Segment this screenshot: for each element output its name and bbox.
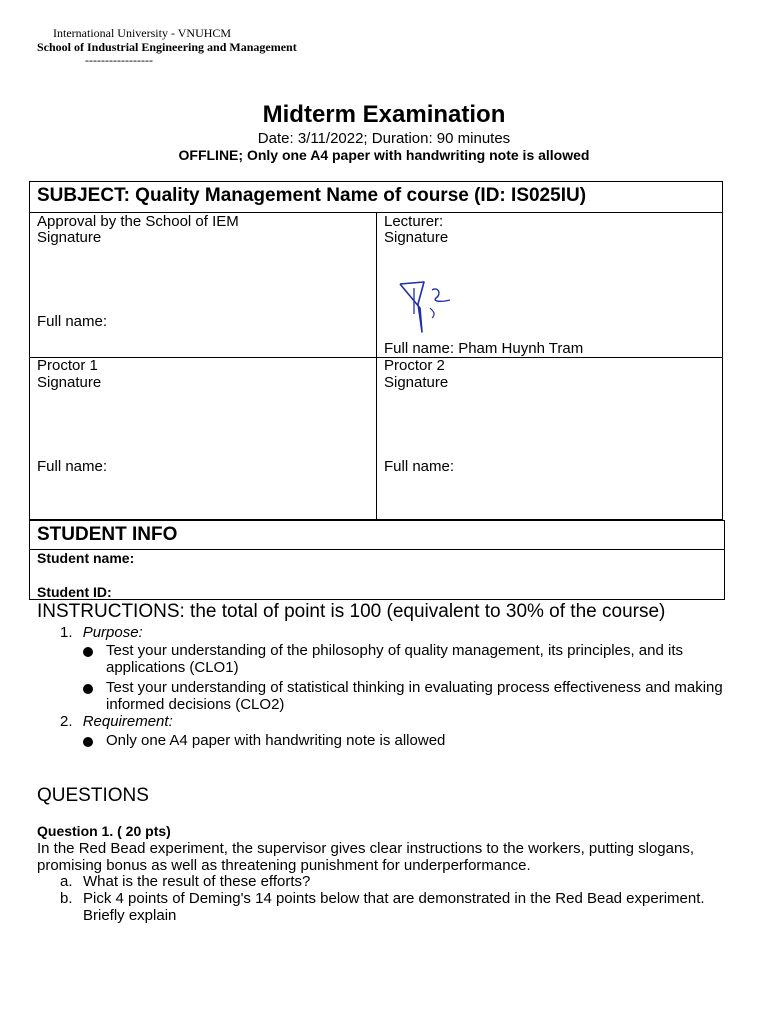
question-1-part-a bbox=[60, 873, 730, 890]
approval-title: Approval by the School of IEM bbox=[37, 213, 239, 230]
header-rule: ----------------- bbox=[85, 53, 153, 67]
exam-rule-line: OFFLINE; Only one A4 paper with handwriting note is allowed bbox=[178, 147, 590, 163]
proctor2-title: Proctor 2 bbox=[384, 357, 445, 374]
bullet-text: Test your understanding of statistical thinking in evaluating process effectiveness and making informed decisions (CLO2) bbox=[106, 679, 723, 713]
question-1-title: Question 1. ( 20 pts) bbox=[37, 823, 171, 839]
part-text: Pick 4 points of Deming's 14 points below that are demonstrated in the Red Bead experiment. Briefly explain bbox=[83, 890, 705, 924]
instruction-number: 2. bbox=[60, 713, 73, 730]
proctor2-fullname-label: Full name: bbox=[384, 458, 455, 475]
purpose-bullet-1 bbox=[83, 642, 723, 676]
requirement-bullet-1 bbox=[83, 732, 723, 749]
approval-signature-label: Signature bbox=[37, 229, 102, 246]
purpose-bullet-2 bbox=[83, 679, 723, 713]
question-1-body: In the Red Bead experiment, the supervisor gives clear instructions to the workers, putting slogans, promising bonus as well as threatening punishment for underperformance. bbox=[37, 840, 695, 874]
part-text: What is the result of these efforts? bbox=[83, 873, 311, 890]
approval-fullname-label: Full name: bbox=[37, 313, 108, 330]
bullet-text: Test your understanding of the philosophy of quality management, its principles, and its applications (CLO1) bbox=[106, 642, 684, 676]
subject-title: SUBJECT: Quality Management Name of course (ID: IS025IU) bbox=[37, 185, 587, 206]
proctor1-fullname-label: Full name: bbox=[37, 458, 108, 475]
instruction-label: Purpose: bbox=[82, 624, 143, 641]
lecturer-signature-image bbox=[392, 268, 472, 338]
instruction-number: 1. bbox=[60, 624, 73, 641]
lecturer-fullname: Full name: Pham Huynh Tram bbox=[384, 340, 584, 357]
question-1-part-b bbox=[60, 890, 730, 924]
proctor1-title: Proctor 1 bbox=[37, 357, 98, 374]
exam-title: Midterm Examination bbox=[262, 101, 506, 128]
student-name-label: Student name: bbox=[37, 550, 135, 566]
lecturer-title: Lecturer: bbox=[384, 213, 444, 230]
bullet-text: Only one A4 paper with handwriting note is allowed bbox=[106, 732, 446, 749]
exam-date-duration: Date: 3/11/2022; Duration: 90 minutes bbox=[257, 130, 511, 147]
proctor2-signature-label: Signature bbox=[384, 374, 449, 391]
proctor1-signature-label: Signature bbox=[37, 374, 102, 391]
instruction-label: Requirement: bbox=[82, 713, 173, 730]
instruction-item-requirement bbox=[60, 713, 173, 730]
university-name: International University - VNUHCM bbox=[53, 26, 232, 40]
school-name: School of Industrial Engineering and Management bbox=[37, 40, 297, 54]
questions-heading: QUESTIONS bbox=[37, 785, 149, 806]
instruction-item-purpose bbox=[60, 624, 143, 641]
instructions-heading: INSTRUCTIONS: the total of point is 100 (equivalent to 30% of the course) bbox=[37, 601, 666, 622]
student-info-heading: STUDENT INFO bbox=[37, 524, 178, 545]
part-label: b. bbox=[60, 890, 73, 907]
lecturer-signature-label: Signature bbox=[384, 229, 449, 246]
column-divider bbox=[376, 212, 377, 520]
part-label: a. bbox=[60, 873, 73, 890]
student-id-label: Student ID: bbox=[37, 584, 112, 600]
